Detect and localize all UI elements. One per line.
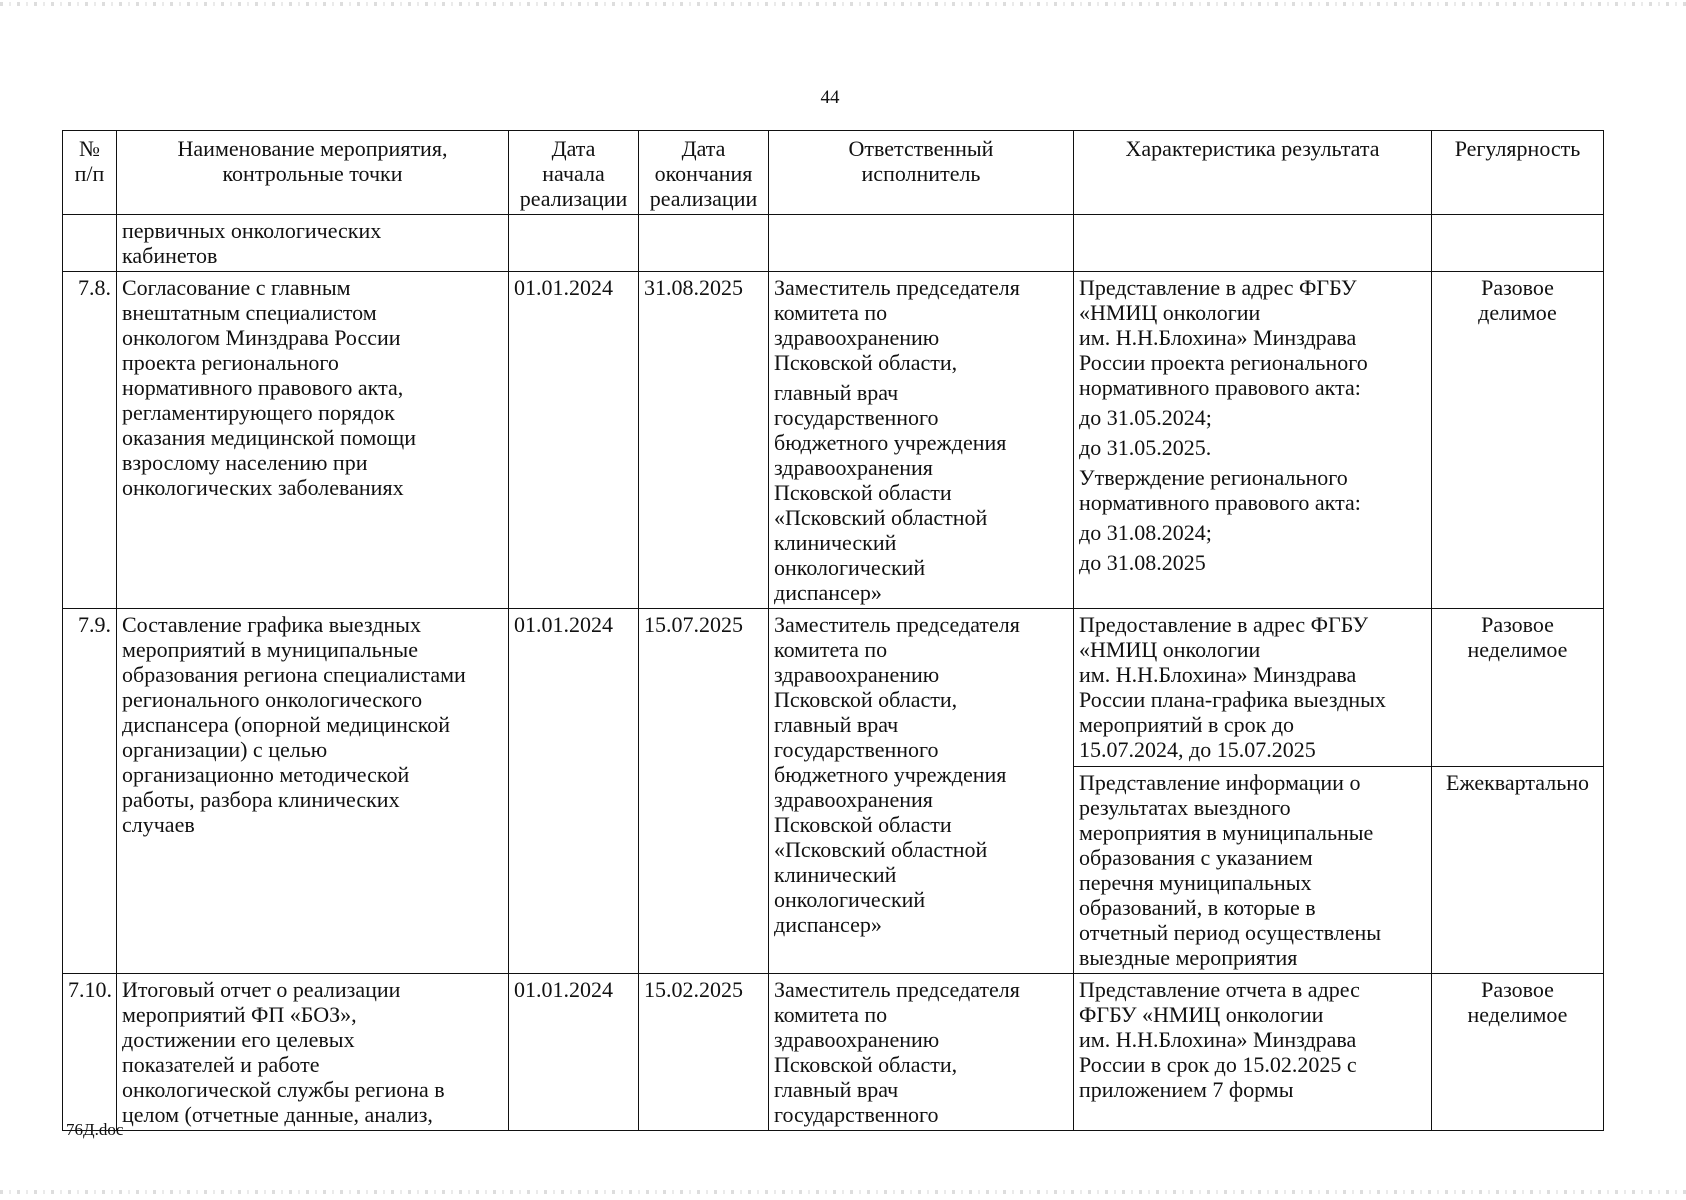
text-line: онкологический [774, 555, 926, 580]
text-line: неделимое [1467, 637, 1568, 662]
text-line: внештатным специалистом [122, 300, 377, 325]
text-line: мероприятий в муниципальные [122, 637, 418, 662]
text-line: случаев [122, 812, 195, 837]
row-num [63, 215, 117, 272]
text-line: Разовое [1481, 612, 1554, 637]
text-line: клинический [774, 862, 897, 887]
text-line: онкологической службы региона в [122, 1077, 445, 1102]
text-line: проекта регионального [122, 350, 339, 375]
text-line: Представление отчета в адрес [1079, 977, 1360, 1002]
text-line: главный врач [774, 380, 899, 405]
text-line: государственного [774, 737, 939, 762]
row-result [1074, 974, 1432, 1131]
text-line: Итоговый отчет о реализации [122, 977, 401, 1002]
scan-edge-top [0, 2, 1686, 6]
text-line: клинический [774, 530, 897, 555]
text-line: «НМИЦ онкологии [1079, 637, 1261, 662]
text-line: диспансер» [774, 580, 882, 605]
text-line: России в срок до 15.02.2025 с [1079, 1052, 1357, 1077]
row-name [117, 974, 509, 1131]
text-line: реализации [519, 186, 628, 211]
row-num: 7.10. [63, 974, 117, 1131]
header-num [63, 131, 117, 215]
table-row-7-9 [63, 609, 1604, 767]
row-regularity [1432, 974, 1604, 1131]
text-line: Наименование мероприятия, [177, 136, 448, 161]
text-line: реализации [649, 186, 758, 211]
text-line: Представление в адрес ФГБУ [1079, 275, 1357, 300]
text-line: образования с указанием [1079, 845, 1313, 870]
row-result [1074, 272, 1432, 609]
text-line: образования региона специалистами [122, 662, 466, 687]
table-row-7-10 [63, 974, 1604, 1131]
activities-table [62, 130, 1604, 1131]
footer-filename: 76Д.doc [66, 1120, 124, 1139]
text-line: Дата [681, 136, 726, 161]
table-header-row [63, 131, 1604, 215]
result-text-1 [1079, 275, 1426, 400]
text-line: Представление информации о [1079, 770, 1361, 795]
text-line: Псковской области, [774, 350, 958, 375]
text-line: здравоохранению [774, 325, 940, 350]
text-line: оказания медицинской помощи [122, 425, 417, 450]
result-deadline-1: до 31.05.2024; [1079, 405, 1212, 430]
row-executor [769, 215, 1074, 272]
header-result: Характеристика результата [1074, 131, 1432, 215]
text-line: Заместитель председателя [774, 977, 1020, 1002]
text-line: государственного [774, 405, 939, 430]
text-line: России плана-графика выездных [1079, 687, 1386, 712]
row-start: 01.01.2024 [509, 272, 639, 609]
scan-edge-bottom [0, 1190, 1686, 1194]
text-line: онкологических заболеваниях [122, 475, 404, 500]
result-text-2 [1079, 465, 1426, 515]
table-row [63, 215, 1604, 272]
text-line: организационно методической [122, 762, 410, 787]
text-line: показателей и работе [122, 1052, 320, 1077]
row-name [117, 609, 509, 974]
row-end: 15.02.2025 [639, 974, 769, 1131]
row-end: 31.08.2025 [639, 272, 769, 609]
text-line: Утверждение регионального [1079, 465, 1348, 490]
text-line: Псковской области [774, 812, 952, 837]
text-line: диспансер» [774, 912, 882, 937]
text-line: государственного [774, 1102, 939, 1127]
text-line: ФГБУ «НМИЦ онкологии [1079, 1002, 1324, 1027]
text-line: регионального онкологического [122, 687, 423, 712]
text-line: кабинетов [122, 243, 218, 268]
text-line: достижении его целевых [122, 1027, 355, 1052]
table-row-7-8 [63, 272, 1604, 609]
text-line: Согласование с главным [122, 275, 351, 300]
text-line: Заместитель председателя [774, 612, 1020, 637]
executor-part-2 [774, 380, 1068, 605]
row-regularity-1 [1432, 609, 1604, 767]
row-result-1 [1074, 609, 1432, 767]
text-line: здравоохранению [774, 1027, 940, 1052]
text-line: главный врач [774, 1077, 899, 1102]
text-line: Дата [551, 136, 596, 161]
row-regularity-2: Ежеквартально [1432, 767, 1604, 974]
row-end: 15.07.2025 [639, 609, 769, 974]
text-line: им. Н.Н.Блохина» Минздрава [1079, 325, 1357, 350]
text-line: онкологом Минздрава России [122, 325, 401, 350]
row-name [117, 272, 509, 609]
text-line: неделимое [1467, 1002, 1568, 1027]
text-line: контрольные точки [222, 161, 403, 186]
row-result-2 [1074, 767, 1432, 974]
text-line: бюджетного учреждения [774, 430, 1007, 455]
text-line: онкологический [774, 887, 926, 912]
row-start [509, 215, 639, 272]
result-deadline-4: до 31.08.2025 [1079, 550, 1206, 575]
text-line: здравоохранения [774, 455, 933, 480]
row-executor [769, 974, 1074, 1131]
text-line: комитета по [774, 637, 888, 662]
text-line: «Псковский областной [774, 837, 988, 862]
result-deadline-2: до 31.05.2025. [1079, 435, 1212, 460]
row-num: 7.8. [63, 272, 117, 609]
text-line: Разовое [1481, 977, 1554, 1002]
text-line: России проекта регионального [1079, 350, 1368, 375]
text-line: Псковской области, [774, 687, 958, 712]
text-line: Псковской области [774, 480, 952, 505]
text-line: Ответственный [848, 136, 994, 161]
page-number: 44 [820, 87, 840, 108]
text-line: перечня муниципальных [1079, 870, 1312, 895]
text-line: регламентирующего порядок [122, 400, 395, 425]
row-num: 7.9. [63, 609, 117, 974]
row-regularity [1432, 215, 1604, 272]
row-executor [769, 609, 1074, 974]
text-line: нормативного правового акта: [1079, 490, 1361, 515]
text-line: целом (отчетные данные, анализ, [122, 1102, 433, 1127]
text-line: комитета по [774, 1002, 888, 1027]
header-executor [769, 131, 1074, 215]
text-line: приложением 7 формы [1079, 1077, 1294, 1102]
text-line: № [79, 136, 100, 161]
text-line: выездные мероприятия [1079, 945, 1298, 970]
text-line: нормативного правового акта: [1079, 375, 1361, 400]
header-start-date [509, 131, 639, 215]
text-line: Разовое [1481, 275, 1554, 300]
text-line: п/п [74, 161, 105, 186]
header-regularity: Регулярность [1432, 131, 1604, 215]
text-line: организации) с целью [122, 737, 328, 762]
text-line: взрослому населению при [122, 450, 368, 475]
header-end-date [639, 131, 769, 215]
text-line: начала [542, 161, 605, 186]
text-line: работы, разбора клинических [122, 787, 400, 812]
text-line: Заместитель председателя [774, 275, 1020, 300]
text-line: им. Н.Н.Блохина» Минздрава [1079, 662, 1357, 687]
result-deadline-3: до 31.08.2024; [1079, 520, 1212, 545]
row-start: 01.01.2024 [509, 609, 639, 974]
text-line: комитета по [774, 300, 888, 325]
text-line: первичных онкологических [122, 218, 382, 243]
text-line: отчетный период осуществлены [1079, 920, 1382, 945]
executor-part-1 [774, 275, 1068, 375]
text-line: здравоохранению [774, 662, 940, 687]
text-line: главный врач [774, 712, 899, 737]
text-line: Составление графика выездных [122, 612, 421, 637]
row-name [117, 215, 509, 272]
text-line: образований, в которые в [1079, 895, 1316, 920]
text-line: Псковской области, [774, 1052, 958, 1077]
text-line: здравоохранения [774, 787, 933, 812]
text-line: мероприятия в муниципальные [1079, 820, 1374, 845]
text-line: исполнитель [861, 161, 981, 186]
text-line: окончания [654, 161, 753, 186]
text-line: «Псковский областной [774, 505, 988, 530]
text-line: делимое [1478, 300, 1557, 325]
text-line: мероприятий ФП «БОЗ», [122, 1002, 357, 1027]
row-end [639, 215, 769, 272]
row-start: 01.01.2024 [509, 974, 639, 1131]
text-line: «НМИЦ онкологии [1079, 300, 1261, 325]
text-line: 15.07.2024, до 15.07.2025 [1079, 737, 1316, 762]
text-line: им. Н.Н.Блохина» Минздрава [1079, 1027, 1357, 1052]
header-name [117, 131, 509, 215]
row-result [1074, 215, 1432, 272]
text-line: мероприятий в срок до [1079, 712, 1295, 737]
text-line: результатах выездного [1079, 795, 1291, 820]
text-line: диспансера (опорной медицинской [122, 712, 451, 737]
text-line: Предоставление в адрес ФГБУ [1079, 612, 1369, 637]
row-executor [769, 272, 1074, 609]
row-regularity [1432, 272, 1604, 609]
text-line: бюджетного учреждения [774, 762, 1007, 787]
text-line: нормативного правового акта, [122, 375, 404, 400]
